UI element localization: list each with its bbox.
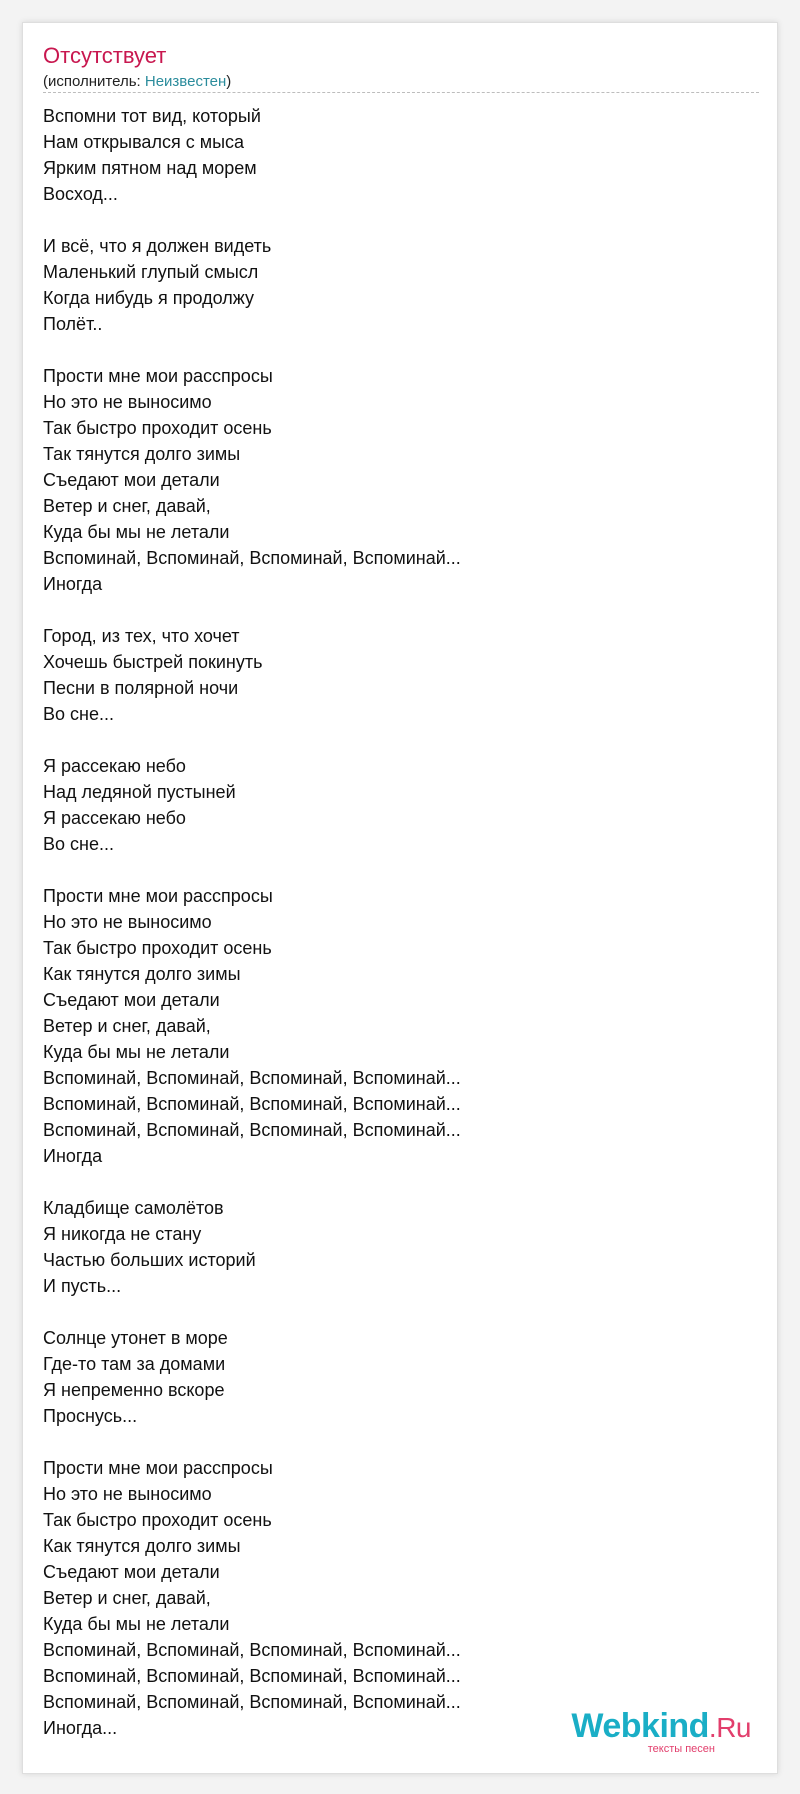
logo-tld: .Ru [708,1712,751,1743]
site-logo[interactable] [571,1709,751,1755]
song-title: Отсутствует [43,43,167,68]
artist-prefix: (исполнитель: [43,73,145,90]
logo-wordmark [571,1709,751,1745]
lyrics-text: Вспомни тот вид, который Нам открывался с мыса Ярким пятном над морем Восход... И всё, что я должен видеть Маленький глупый смысл Когда нибудь я продолжу Полёт.. Прости мне мои расспросы Но это не выносимо Так быстро проходит осень Так тянутся долго зимы Съедают мои детали Ветер и снег, давай, Куда бы мы не летали Вспоминай, Вспоминай, Вспоминай, Вспоминай... Иногда Город, из тех, что хочет Хочешь быстрей покинуть Песни в полярной ночи Во сне... Я рассекаю небо Над ледяной пустыней Я рассекаю небо Во сне... Прости мне мои расспросы Но это не выносимо Так быстро проходит осень Как тянутся долго зимы Съедают мои детали Ветер и снег, давай, Куда бы мы не летали Вспоминай, Вспоминай, Вспоминай, Вспоминай... Вспоминай, Вспоминай, Вспоминай, Вспоминай... Вспоминай, Вспоминай, Вспоминай, Вспоминай... Иногда Кладбище самолётов Я никогда не стану Частью больших историй И пусть... Солнце утонет в море Где-то там за домами Я непременно вскоре Проснусь... Прости мне мои расспросы Но это не выносимо Так быстро проходит осень Как тянутся долго зимы Съедают мои детали Ветер и снег, давай, Куда бы мы не летали Вспоминай, Вспоминай, Вспоминай, Вспоминай... Вспоминай, Вспоминай, Вспоминай, Вспоминай... Вспоминай, Вспоминай, Вспоминай, Вспоминай... Иногда... [43,106,461,1738]
artist-line [43,73,231,91]
logo-brand: Webkind [571,1707,709,1745]
logo-tagline: тексты песен [647,1743,715,1755]
artist-link[interactable]: Неизвестен [144,73,227,90]
dashed-divider [43,92,759,93]
lyrics-card [22,22,778,1774]
artist-suffix: ) [226,73,232,90]
